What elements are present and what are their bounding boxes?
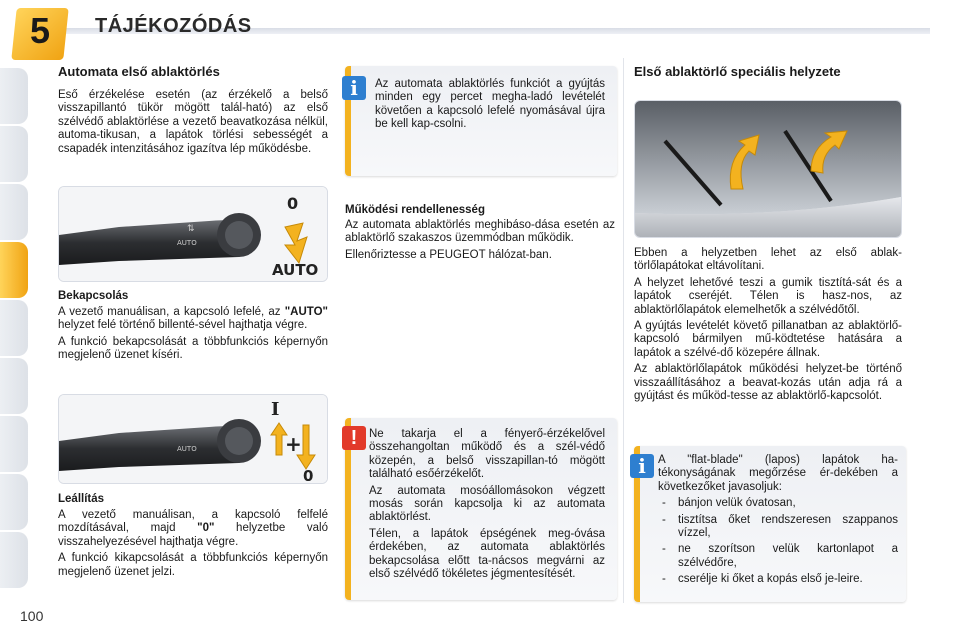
info-box-reactivate (345, 66, 617, 176)
flat-blade-intro: A "flat-blade" (lapos) lapátok ha-tékonyságának megőrzése ér-dekében a következőket javasoljuk: (658, 454, 898, 493)
side-tab-9[interactable] (0, 532, 28, 588)
stalk-auto-illustration (58, 186, 328, 282)
right-text-3: A gyújtás levételét követő pillanatban az ablaktörlő-kapcsoló bármilyen mű-ködtetése hatására a lapátok a szélvé-dő közepére állnak. (634, 320, 902, 359)
auto-label: AUTO (272, 261, 319, 279)
info-box-flat-blade (634, 446, 906, 602)
fault-text-2: Ellenőriztesse a PEUGEOT hálózat-ban. (345, 248, 552, 261)
plus-label: + (285, 432, 302, 456)
side-tab-active[interactable] (0, 242, 28, 298)
svg-text:AUTO: AUTO (177, 445, 197, 453)
svg-text:⇅: ⇅ (187, 224, 195, 234)
chapter-number: 5 (29, 10, 51, 51)
position-zero-label: 0 (303, 467, 314, 483)
auto-zero-label: 0 (287, 194, 299, 213)
list-item: - tisztítsa őket rendszeresen szappanos vízzel, (658, 514, 898, 541)
right-text-2: A helyzet lehetővé teszi a gumik tisztítá-sát és a lapátok cseréjét. Télen is hasz-nos, az ablaktörlőlapátok elemelhetők a szélvédőtől. (634, 276, 902, 316)
switch-off-title: Leállítás (58, 493, 105, 505)
right-section-title: Első ablaktörlő speciális helyzete (634, 64, 841, 79)
fault-text-1: Az automata ablaktörlés meghibáso-dása esetén az ablaktörlő szakaszos üzemmódban működik. (345, 219, 615, 245)
warning-box (345, 418, 617, 600)
info-box-text: Az automata ablaktörlés funkciót a gyújtás minden egy percet megha-ladó levételét követően a kapcsoló lefelé nyomásával újra be kell kap-csolni. (375, 78, 605, 131)
list-item: - cserélje ki őket a kopás első je-leire. (658, 573, 898, 586)
windscreen-wiper-illustration (634, 100, 902, 238)
right-text-1: Ebben a helyzetben lehet az első ablak-törlőlapátokat eltávolítani. (634, 247, 902, 273)
svg-text:AUTO: AUTO (177, 239, 197, 247)
warning-icon: ! (342, 426, 366, 450)
info-icon: i (630, 454, 654, 478)
switch-off-text-2: A funkció kikapcsolását a többfunkciós képernyőn megjelenő üzenet jelzi. (58, 552, 328, 578)
side-tab-7[interactable] (0, 416, 28, 472)
warning-text-2: Az automata mosóállomásokon végzett mosás során kapcsolja ki az automata ablaktörlést. (369, 484, 605, 524)
position-i-label: I (271, 399, 280, 420)
list-item: - ne szorítson velük kartonlapot a szélvédőre, (658, 543, 898, 570)
side-tab-2[interactable] (0, 126, 28, 182)
switch-off-text-1: A vezető manuálisan, a kapcsoló felfelé mozdításával, majd "0" helyzetbe való visszahelyezésével hajthatja végre. (58, 509, 329, 548)
right-text-4: Az ablaktörlőlapátok működési helyzet-be történő visszaállításához a beavat-kozás után adja rá a gyújtást és működ-tesse az ablaktörlő-kapcsolót. (634, 363, 902, 403)
left-section-title: Automata első ablaktörlés (58, 64, 220, 79)
list-item: - bánjon velük óvatosan, (658, 497, 898, 510)
fault-title: Működési rendellenesség (345, 204, 485, 216)
side-tab-5[interactable] (0, 300, 28, 356)
stalk-off-illustration (58, 394, 328, 484)
side-tab-3[interactable] (0, 184, 28, 240)
column-separator (623, 58, 624, 603)
flat-blade-list (658, 497, 898, 586)
info-icon: i (342, 76, 366, 100)
side-tab-8[interactable] (0, 474, 28, 530)
warning-text-3: Télen, a lapátok épségének meg-óvása érdekében, az automata ablaktörlés bekapcsolása előtt ta-nácsos megvárni az első szélvédő tökéletes jégmentesítését. (369, 527, 605, 581)
switch-on-title: Bekapcsolás (58, 290, 129, 302)
switch-on-text-1: A vezető manuálisan, a kapcsoló lefelé, az "AUTO" helyzet felé történő billenté-sével hajthatja végre. (58, 306, 328, 332)
warning-text-1: Ne takarja el a fényerő-érzékelővel összehangoltan működő és a szél-védő közepén, a belső visszapillan-tó mögött található esőérzékelőt. (369, 428, 605, 481)
side-tab-1[interactable] (0, 68, 28, 124)
page-title: TÁJÉKOZÓDÁS (95, 15, 252, 37)
page-number: 100 (20, 608, 44, 624)
switch-on-text-2: A funkció bekapcsolását a többfunkciós képernyőn megjelenő üzenet kíséri. (58, 335, 328, 362)
left-intro-text: Eső érzékelése esetén (az érzékelő a belső visszapillantó tükör mögött talál-ható) az első szélvédő ablaktörlése a vezető beavatkozása nélkül, automa-tikusan, a lapátok törlési sebességét a csapadék intenzitásához igazítva lép működésbe. (58, 89, 328, 155)
side-tab-6[interactable] (0, 358, 28, 414)
